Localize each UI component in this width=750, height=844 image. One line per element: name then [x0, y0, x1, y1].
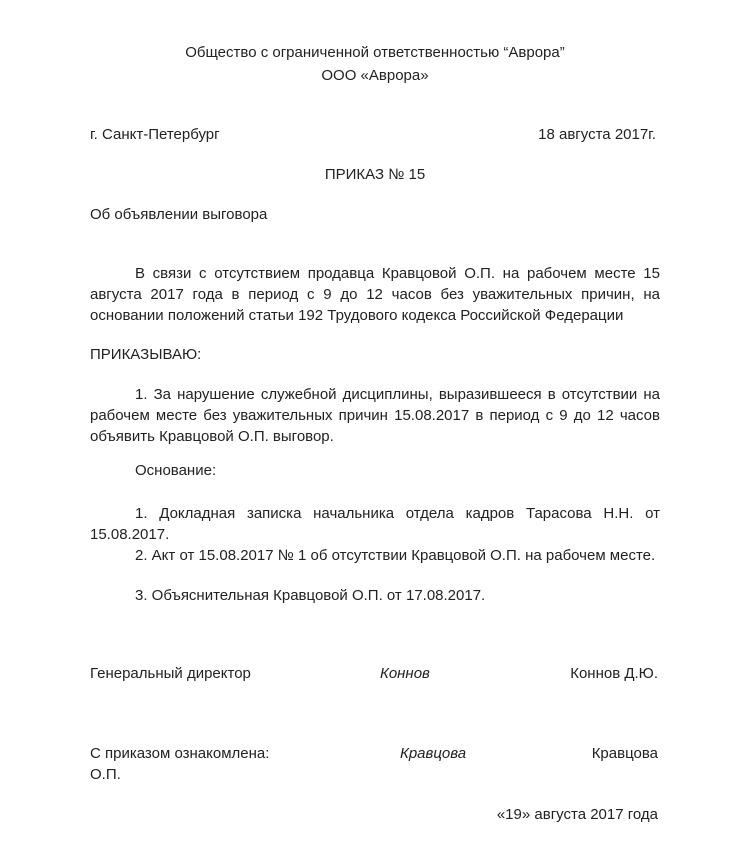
employee-signature: Кравцова [400, 745, 467, 762]
order-item: 1. За нарушение служебной дисциплины, выразившееся в отсутствии на рабочем месте без уважительных причин 15.08.2017 в период с 9 до 12 часов объявить Кравцовой О.П. выговор. [90, 386, 660, 445]
acknowledgement-date: «19» августа 2017 года [496, 806, 658, 823]
organization-full-name: Общество с ограниченной ответственностью “Аврора” [185, 44, 565, 61]
basis-label: Основание: [135, 462, 217, 479]
document-place: г. Санкт-Петербург [90, 126, 220, 143]
employee-name: Кравцова [591, 745, 658, 762]
order-preamble: В связи с отсутствием продавца Кравцовой О.П. на рабочем месте 15 августа 2017 года в период с 9 до 12 часов без уважительных причин, на основании положений статьи 192 Трудового кодекса Российской Федерации [90, 265, 660, 324]
order-subject: Об объявлении выговора [90, 206, 268, 223]
director-position: Генеральный директор [90, 665, 251, 682]
director-signature: Коннов [380, 665, 430, 682]
order-title: ПРИКАЗ № 15 [324, 166, 426, 183]
basis-item: 1. Докладная записка начальника отдела кадров Тарасова Н.Н. от 15.08.2017. [90, 505, 660, 543]
director-name: Коннов Д.Ю. [570, 665, 658, 682]
acquainted-label: С приказом ознакомлена: [90, 745, 270, 762]
document-date: 18 августа 2017г. [538, 126, 656, 143]
basis-item: 3. Объяснительная Кравцовой О.П. от 17.08.2017. [135, 587, 486, 604]
organization-short-name: ООО «Аврора» [321, 67, 429, 84]
order-keyword: ПРИКАЗЫВАЮ: [90, 346, 202, 363]
basis-item: 2. Акт от 15.08.2017 № 1 об отсутствии Кравцовой О.П. на рабочем месте. [135, 547, 656, 564]
employee-initials: О.П. [90, 766, 121, 783]
